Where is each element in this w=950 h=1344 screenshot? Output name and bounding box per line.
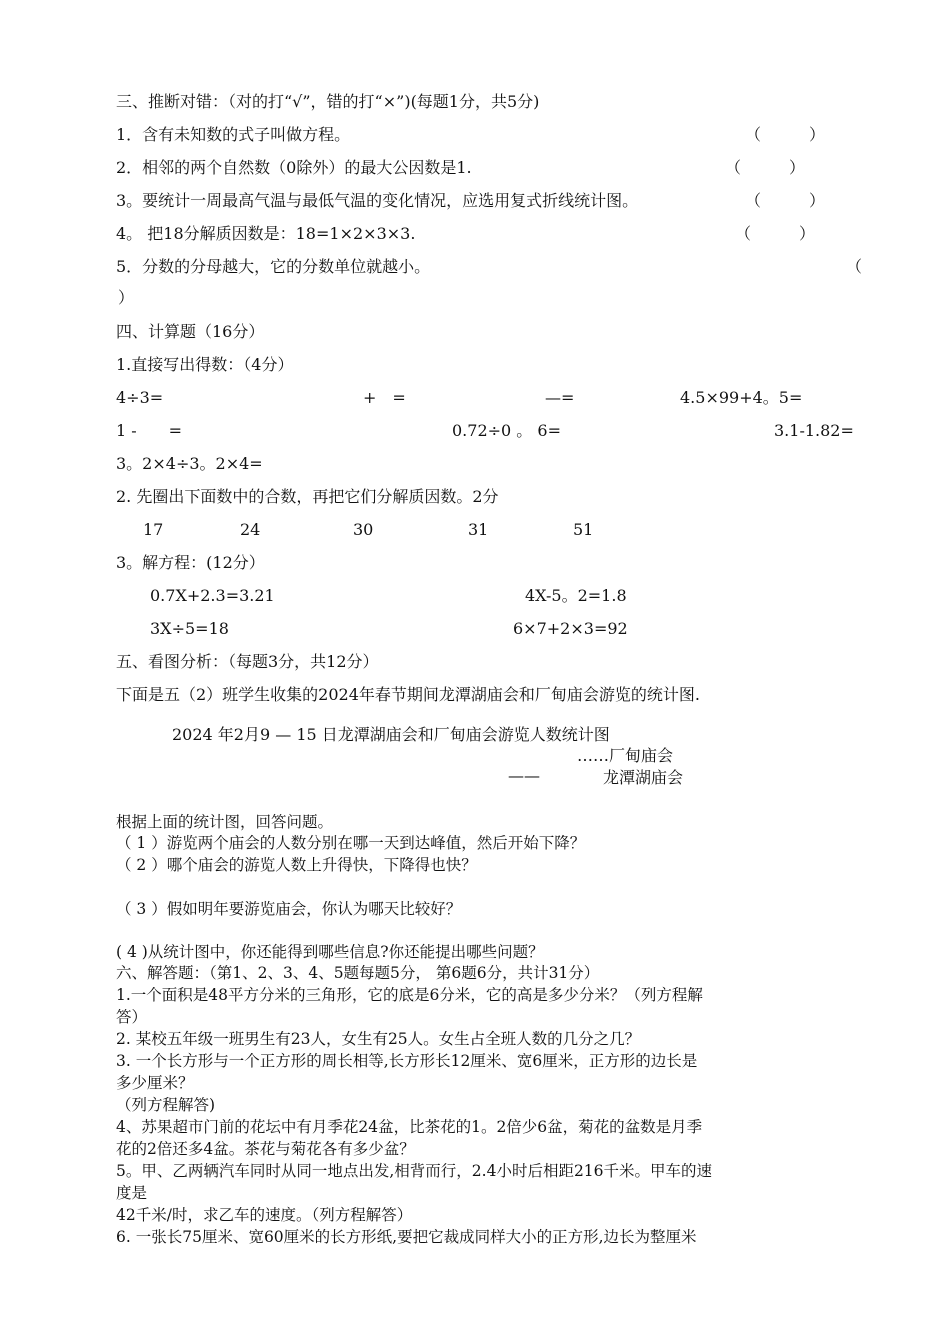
section-4-title: 四、计算题（16分） [116,322,265,341]
chart-question-2: （ 2 ）哪个庙会的游览人数上升得快，下降得也快？ [116,856,477,874]
chart-question-4: ( 4 )从统计图中，你还能得到哪些信息?你还能提出哪些问题？ [116,943,544,961]
number-item: 31 [468,520,489,539]
judge-bracket-2: （ ） [725,158,806,177]
calc-expr: 3.1-1.82= [774,421,854,440]
problem-line: 3. 一个长方形与一个正方形的周长相等,长方形长12厘米、宽6厘米，正方形的边长是 [116,1052,698,1070]
section-5-title: 五、看图分析：（每题3分，共12分） [116,652,379,671]
chart-prompt: 根据上面的统计图，回答问题。 [116,813,334,831]
judge-bracket-3: （ ） [745,191,826,210]
judge-bracket-5-open: （ [846,257,863,276]
equation: 6×7+2×3=92 [513,619,628,638]
judge-item-1: 1．含有未知数的式子叫做方程。 [116,125,351,144]
problem-line: 度是 [116,1184,148,1202]
judge-bracket-1: （ ） [745,125,826,144]
calc-q3-title: 3。解方程：(12分） [116,553,265,572]
legend-solid-line: —— [508,766,540,785]
section-6-title: 六、解答题：（第1、2、3、4、5题每题5分， 第6题6分，共计31分） [116,964,600,982]
equation: 4X-5。2=1.8 [525,586,627,605]
calc-expr: + = [363,388,406,407]
calc-expr: 4÷3= [116,388,164,407]
judge-bracket-4: （ ） [735,224,816,243]
judge-item-3: 3。要统计一周最高气温与最低气温的变化情况，应选用复式折线统计图。 [116,191,639,210]
chart-question-1: （ 1 ）游览两个庙会的人数分别在哪一天到达峰值，然后开始下降？ [116,834,586,852]
judge-bracket-5-close: ） [118,288,135,307]
calc-expr: 0.72÷0 。 6= [452,421,561,440]
chart-title: 2024 年2月9 — 15 日龙潭湖庙会和厂甸庙会游览人数统计图 [172,725,610,744]
judge-item-5: 5．分数的分母越大，它的分数单位就越小。 [116,257,431,276]
calc-expr: 1 - = [116,421,183,440]
judge-item-2: 2．相邻的两个自然数（0除外）的最大公因数是1. [116,158,472,177]
equation: 3X÷5=18 [150,619,229,638]
problem-line: 多少厘米？ [116,1074,194,1092]
section-5-intro: 下面是五（2）班学生收集的2024年春节期间龙潭湖庙会和厂甸庙会游览的统计图. [116,685,700,704]
number-item: 24 [240,520,261,539]
equation: 0.7X+2.3=3.21 [150,586,275,605]
problem-line: 42千米/时，求乙车的速度。（列方程解答） [116,1206,413,1224]
problem-line: 5。甲、乙两辆汽车同时从同一地点出发,相背而行，2.4小时后相距216千米。甲车的速 [116,1162,713,1180]
problem-line: （列方程解答) [116,1096,216,1114]
problem-line: 4、苏果超市门前的花坛中有月季花24盆，比茶花的1。2倍少6盆，菊花的盆数是月季 [116,1118,703,1136]
problem-line: 6. 一张长75厘米、宽60厘米的长方形纸,要把它裁成同样大小的正方形,边长为整厘米 [116,1228,697,1246]
problem-line: 2. 某校五年级一班男生有23人，女生有25人。女生占全班人数的几分之几？ [116,1030,641,1048]
number-item: 17 [143,520,164,539]
problem-line: 1.一个面积是48平方分米的三角形，它的底是6分米，它的高是多少分米？（列方程解 [116,986,703,1004]
calc-expr: 3。2×4÷3。2×4= [116,454,263,473]
judge-item-4: 4。 把18分解质因数是：18=1×2×3×3. [116,224,416,243]
section-3-title: 三、推断对错：（对的打“√”，错的打“×”)(每题1分，共5分) [116,92,540,111]
problem-line: 花的2倍还多4盆。茶花与菊花各有多少盆？ [116,1140,415,1158]
legend-dotted: ……厂甸庙会 [577,746,674,765]
number-item: 51 [573,520,594,539]
legend-solid: 龙潭湖庙会 [603,768,684,787]
calc-q1-title: 1.直接写出得数：（4分） [116,355,294,374]
calc-q2-title: 2. 先圈出下面数中的合数，再把它们分解质因数。2分 [116,487,499,506]
number-item: 30 [353,520,374,539]
calc-expr: 4.5×99+4。5= [680,388,803,407]
problem-line: 答） [116,1008,148,1026]
calc-expr: —= [545,388,575,407]
chart-question-3: （ 3 ）假如明年要游览庙会，你认为哪天比较好？ [116,900,462,918]
